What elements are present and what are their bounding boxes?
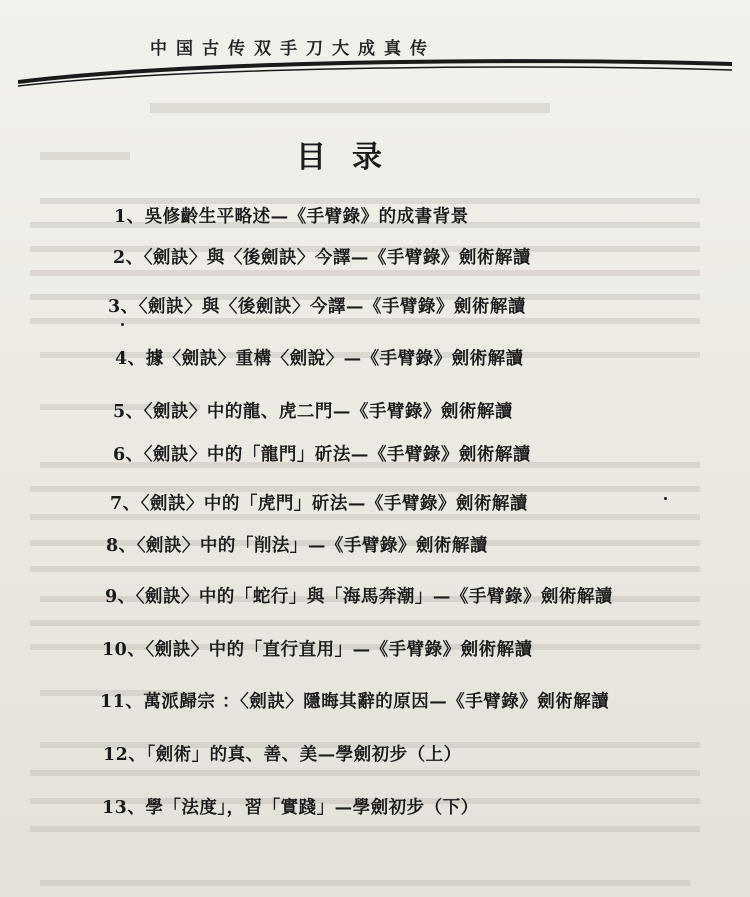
toc-text: 據〈劍訣〉重構〈劍說〉—《手臂錄》劍術解讀 [145, 349, 524, 369]
toc-entry-12 [103, 741, 462, 766]
toc-number: 4、 [115, 349, 146, 369]
ink-speck [664, 497, 667, 500]
toc-text: 〈劍訣〉中的「蛇行」與「海馬奔潮」—《手臂錄》劍術解讀 [135, 587, 613, 607]
toc-entry-8 [106, 532, 488, 557]
toc-entry-3 [108, 293, 526, 318]
toc-number: 1、 [114, 207, 145, 227]
page-title: 目录 [296, 140, 408, 175]
toc-entry-5 [113, 398, 513, 423]
toc-text: 學「法度」，習「實踐」—學劍初步（下） [145, 798, 479, 818]
toc-number: 13、 [102, 798, 146, 818]
toc-text: 〈劍訣〉中的龍、虎二門—《手臂錄》劍術解讀 [143, 402, 513, 422]
ink-speck [121, 323, 124, 326]
toc-text: 〈劍訣〉中的「直行直用」—《手臂錄》劍術解讀 [145, 640, 533, 660]
toc-text: 〈劍訣〉中的「削法」—《手臂錄》劍術解讀 [136, 536, 488, 556]
toc-entry-4 [115, 345, 524, 370]
toc-number: 2、 [113, 248, 144, 268]
toc-text: 〈劍訣〉與〈後劍訣〉今譯—《手臂錄》劍術解讀 [138, 297, 526, 317]
toc-text: 〈劍訣〉與〈後劍訣〉今譯—《手臂錄》劍術解讀 [143, 248, 531, 268]
toc-entry-2 [113, 244, 531, 269]
toc-entry-10 [102, 636, 533, 661]
toc-text: 〈劍訣〉中的「龍門」斫法—《手臂錄》劍術解讀 [143, 445, 531, 465]
toc-entry-9 [105, 583, 613, 608]
toc-number: 9、 [105, 587, 136, 607]
toc-number: 6、 [113, 445, 144, 465]
running-header: 中国古传双手刀大成真传 [150, 39, 436, 59]
toc-entry-7 [110, 490, 528, 515]
toc-number: 5、 [113, 402, 144, 422]
toc-text: 〈劍訣〉中的「虎門」斫法—《手臂錄》劍術解讀 [140, 494, 528, 514]
toc-entry-1 [114, 203, 469, 228]
toc-entry-11 [100, 688, 609, 713]
toc-entry-6 [113, 441, 531, 466]
toc-number: 12、 [103, 745, 147, 765]
toc-text: 萬派歸宗 ：〈劍訣〉隱晦其辭的原因—《手臂錄》劍術解讀 [143, 692, 610, 712]
toc-entry-13 [102, 794, 479, 819]
toc-number: 10、 [102, 640, 146, 660]
toc-number: 3、 [108, 297, 139, 317]
toc-number: 8、 [106, 536, 137, 556]
toc-number: 11、 [100, 692, 144, 712]
toc-number: 7、 [110, 494, 141, 514]
toc-text: 吳修齡生平略述—《手臂錄》的成書背景 [144, 207, 469, 227]
toc-text: 「劍術」的真、善、美—學劍初步（上） [146, 745, 462, 765]
